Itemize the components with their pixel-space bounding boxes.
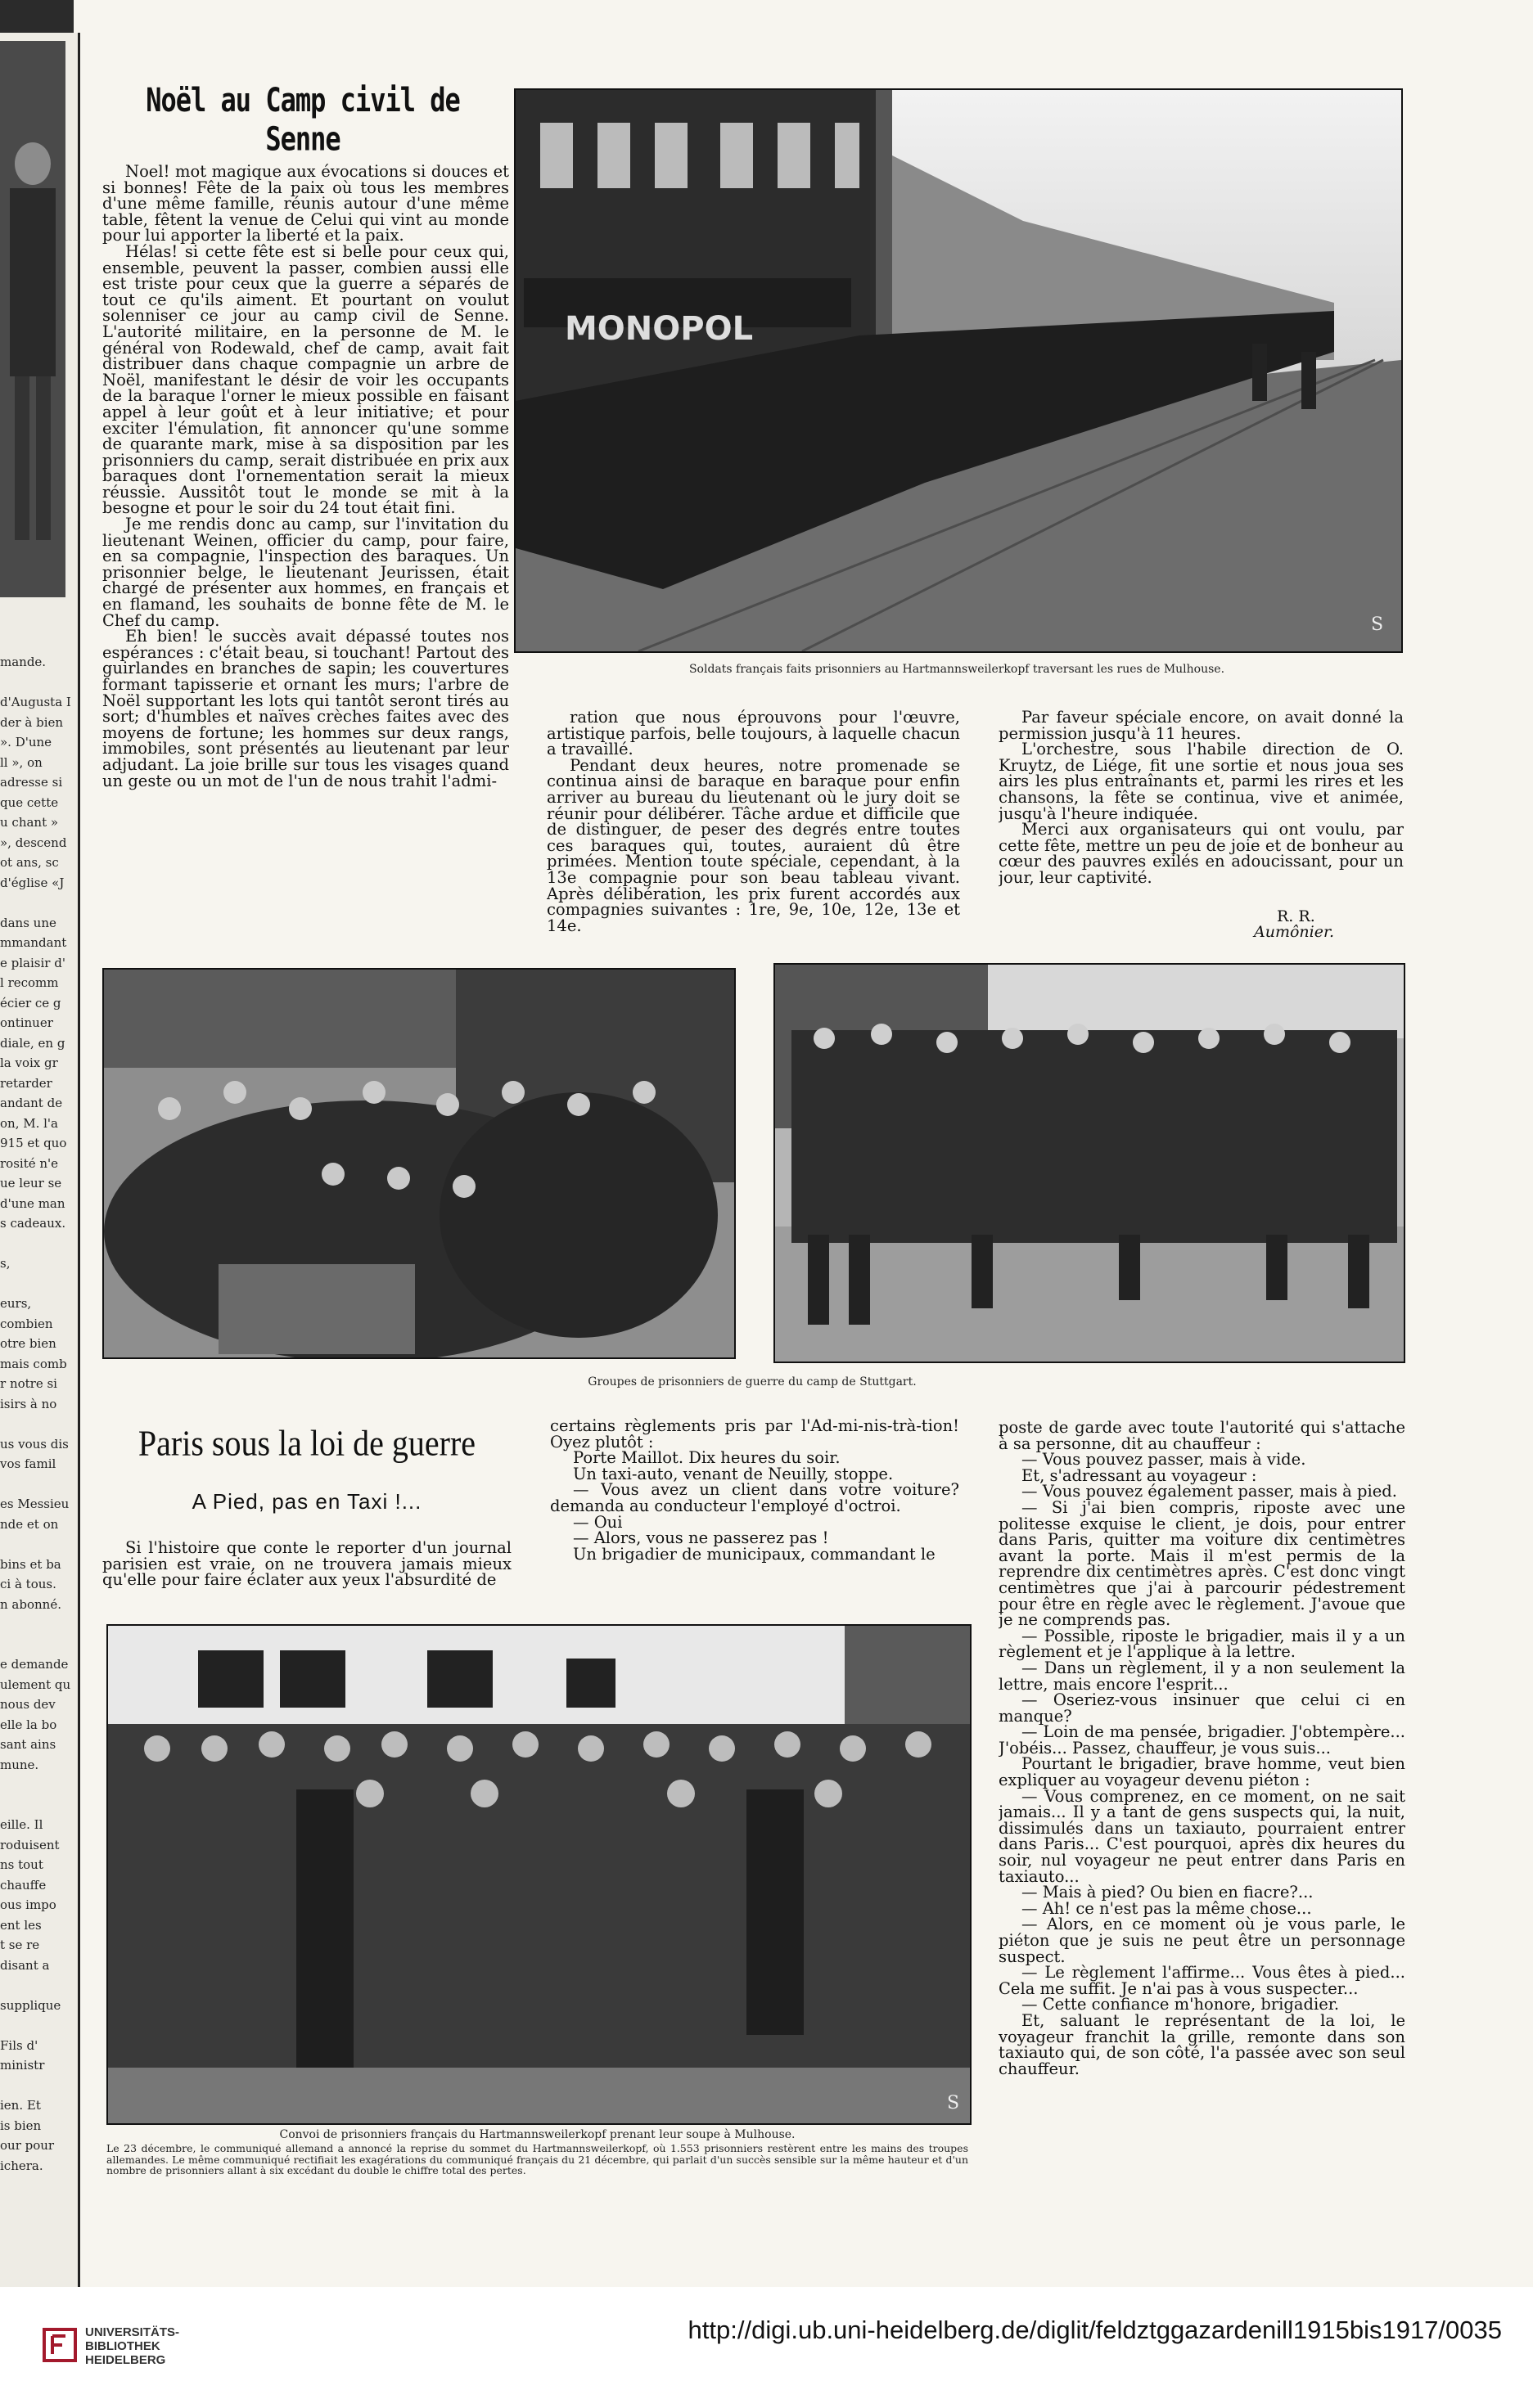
article2-col3-paragraph: — Mais à pied? Ou bien en fiacre?... xyxy=(1021,1883,1314,1902)
article2-col3-paragraph: — Dans un règlement, il y a non seulement la lettre, mais encore l'esprit... xyxy=(999,1658,1405,1694)
adjacent-page-line: ent les xyxy=(0,1917,42,1933)
adjacent-page-line: s cadeaux. xyxy=(0,1216,66,1231)
adjacent-page-line: es Messieu xyxy=(0,1497,70,1511)
adjacent-page-line: d'une man xyxy=(0,1195,65,1211)
adjacent-page-line: diale, en g xyxy=(0,1035,65,1051)
adjacent-page-line: d'Augusta I xyxy=(0,695,71,709)
article2-column1 xyxy=(102,1540,512,1605)
adjacent-page-line: supplique xyxy=(0,1997,61,2013)
adjacent-page-line: ontinuer xyxy=(0,1015,53,1030)
adjacent-page-line: bins et ba xyxy=(0,1556,61,1572)
article2-col3-paragraph: — Oseriez-vous insinuer que celui ci en manque? xyxy=(999,1690,1405,1726)
adjacent-page-line: mais comb xyxy=(0,1356,67,1371)
adjacent-page-line: der à bien xyxy=(0,714,64,730)
adjacent-page-line: la voix gr xyxy=(0,1055,58,1070)
footer-bar xyxy=(0,2287,1533,2408)
article2-col2-paragraph: — Oui xyxy=(573,1512,623,1532)
adjacent-page-line: us vous dis xyxy=(0,1436,69,1452)
library-name-line2: BIBLIOTHEK xyxy=(85,2339,160,2353)
adjacent-page-line: adresse si xyxy=(0,775,63,790)
article1-col3-paragraph: Merci aux organisateurs qui ont voulu, par cette fête, mettre un peu de joie et de bonheur au cœur des pauvres exilés en adoucissant, pour un jour, leur captivité. xyxy=(999,820,1404,887)
adjacent-page-line: disant a xyxy=(0,1957,50,1973)
adjacent-page-line: ci à tous. xyxy=(0,1577,56,1591)
article1-title: Noël au Camp civil de Senne xyxy=(146,80,460,159)
article1-column3 xyxy=(999,709,1404,906)
article1-col1-paragraph: Noel! mot magique aux évocations si douces et si bonnes! Fête de la paix où tous les membres d'une même famille, réunis autour d'une même table, fêtent la venue de Celui qui vint au monde pour lui apporter la liberté et la paix. xyxy=(102,164,509,245)
adjacent-page-line: isirs à no xyxy=(0,1396,57,1411)
article2-subtitle: A Pied, pas en Taxi !... xyxy=(192,1489,422,1514)
signature-initials: R. R. xyxy=(1277,907,1315,925)
adjacent-page-line: ll », on xyxy=(0,754,43,770)
adjacent-page-line: nous dev xyxy=(0,1697,56,1712)
article2-col2-paragraph: Un brigadier de municipaux, commandant le xyxy=(573,1544,936,1564)
article2-col3-paragraph: — Vous pouvez passer, mais à vide. xyxy=(1021,1450,1306,1470)
adjacent-page-line: roduisent xyxy=(0,1837,60,1852)
adjacent-page-line: our pour xyxy=(0,2138,55,2153)
article2-col3-paragraph: — Le règlement l'affirme... Vous êtes à pied... Cela me suffit. Je n'ai pas à vous suspecter... xyxy=(999,1963,1405,1998)
adjacent-page-line: n abonné. xyxy=(0,1596,61,1612)
adjacent-page-line: écier ce g xyxy=(0,995,61,1010)
article1-column1 xyxy=(102,164,509,795)
adjacent-page-line: ministr xyxy=(0,2058,45,2073)
article2-col3-paragraph: poste de garde avec toute l'autorité qui s'attache à sa personne, dit au chauffeur : xyxy=(999,1420,1405,1453)
adjacent-page-line: retarder xyxy=(0,1075,52,1091)
article2-col3-paragraph: — Si j'ai bien compris, riposte avec une politesse exquise le client, je dois, pour entrer dans Paris, quitter ma voiture dix centimètres avant la porte. Mais il m'est permis de la reprendre dix centimètres après. C'est donc vingt centimètres que j'ai à parcourir pédestrement pour être en règle avec le règlement. J'avoue que je ne comprends pas. xyxy=(999,1497,1405,1630)
photo-caption-mulhouse: Soldats français faits prisonniers au Hartmannsweilerkopf traversant les rues de Mulhouse. xyxy=(688,663,1225,676)
article1-column2 xyxy=(547,709,960,938)
adjacent-page-line: dans une xyxy=(0,915,56,930)
adjacent-page-line: t se re xyxy=(0,1938,40,1952)
adjacent-page-line: e plaisir d' xyxy=(0,955,65,970)
adjacent-page-line: l recomm xyxy=(0,975,59,990)
shop-sign: MONOPOL xyxy=(565,310,754,348)
article2-col3-paragraph: — Vous pouvez également passer, mais à pied. xyxy=(1021,1482,1397,1501)
article2-col2-paragraph: certains règlements pris par l'Ad-mi-nis-trà-tion! Oyez plutôt : xyxy=(550,1418,959,1452)
adjacent-page-line: 915 et quo xyxy=(0,1136,67,1150)
photo-caption-stuttgart: Groupes de prisonniers de guerre du camp de Stuttgart. xyxy=(588,1375,917,1389)
adjacent-page-line: ns tout xyxy=(0,1857,43,1872)
adjacent-page-line: mune. xyxy=(0,1757,39,1772)
photo-mulhouse-street xyxy=(514,88,1403,653)
adjacent-page-line: eille. Il xyxy=(0,1817,43,1832)
adjacent-page-line: mande. xyxy=(0,655,47,669)
adjacent-page-line: ». D'une xyxy=(0,735,52,749)
adjacent-page-line: sant ains xyxy=(0,1737,56,1752)
article1-col1-paragraph: Eh bien! le succès avait dépassé toutes nos espérances : c'était beau, si touchant! Partout des guirlandes en branches de sapin; les couvertures formant tapisserie et ornant les murs; l'arbre de Noël supportant les lots qui tantôt seront tirés au sort; d'humbles et naïves crèches faites avec des moyens de fortune; les hommes sur deux rangs, immobiles, sont présentés au lieutenant par leur adjudant. La joie brille sur tous les visages quand un geste ou un mot de l'un de nous trahit l'admi- xyxy=(102,627,509,790)
article1-col2-paragraph: ration que nous éprouvons pour l'œuvre, artistique parfois, belle toujours, à laquelle chacun a travaillé. xyxy=(547,709,960,759)
adjacent-page-line: ulement qu xyxy=(0,1677,71,1692)
article2-col3-paragraph: — Cette confiance m'honore, brigadier. xyxy=(1021,1995,1340,2014)
adjacent-page-line: vos famil xyxy=(0,1456,56,1471)
adjacent-page-line: eurs, xyxy=(0,1296,32,1311)
library-name-line1: UNIVERSITÄTS- xyxy=(85,2325,180,2339)
adjacent-page-line: mmandant xyxy=(0,935,67,950)
adjacent-page-line: rosité n'e xyxy=(0,1155,59,1171)
article2-col3-paragraph: Pourtant le brigadier, brave homme, veut bien expliquer au voyageur devenu piéton : xyxy=(999,1754,1405,1790)
article2-col3-paragraph: — Possible, riposte le brigadier, mais il y a un règlement et je l'applique à la lettre. xyxy=(999,1626,1405,1662)
article2-title: Paris sous la loi de guerre xyxy=(138,1422,476,1464)
adjacent-page-line: u chant » xyxy=(0,815,59,830)
adjacent-page-line: chauffe xyxy=(0,1877,47,1893)
photo-caption-soup-text: Le 23 décembre, le communiqué allemand a annoncé la reprise du sommet du Hartmannsweilerkopf, où 1.553 prisonniers restèrent entre les mains des troupes allemandes. Le même communiqué rectifiait les exagérations du communiqué français du 21 décembre, qui parlait d'un succès sensible sur la même hauteur et d'un nombre de prisonniers allant à six excédant du double le chiffre total des pertes. xyxy=(106,2142,968,2176)
adjacent-page-line: r notre si xyxy=(0,1376,57,1391)
article2-col3-paragraph: Et, saluant le représentant de la loi, le voyageur franchit la grille, remonte dans son taxiauto qui, de son côté, l'a passée avec son seul chauffeur. xyxy=(999,2010,1405,2078)
adjacent-page-line: », descend xyxy=(0,835,67,850)
adjacent-page-line: andant de xyxy=(0,1096,63,1110)
article2-col3-paragraph: — Loin de ma pensée, brigadier. J'obtempère... J'obéis... Passez, chauffeur, je vous suis... xyxy=(999,1722,1405,1758)
photo-mark-bottom: S xyxy=(947,2093,960,2113)
adjacent-page-line: on, M. l'a xyxy=(0,1115,58,1131)
article1-col1-paragraph: Je me rendis donc au camp, sur l'invitation du lieutenant Weinen, officier du camp, pour faire, en sa compagnie, l'inspection des baraques. Un prisonnier belge, le lieutenant Jeurissen, était chargé de présenter aux hommes, en français et en flamand, les souhaits de bonne fête de M. le Chef du camp. xyxy=(102,515,509,630)
article2-column3 xyxy=(999,1420,1405,2197)
article2-col3-paragraph: Et, s'adressant au voyageur : xyxy=(1021,1465,1257,1485)
adjacent-page-line: que cette xyxy=(0,794,59,810)
photo-stuttgart-left xyxy=(102,968,736,1359)
library-name xyxy=(85,2325,179,2367)
article2-col2-paragraph: Un taxi-auto, venant de Neuilly, stoppe. xyxy=(573,1464,894,1483)
signature-role: Aumônier. xyxy=(1254,923,1335,941)
library-name-line3: HEIDELBERG xyxy=(85,2353,166,2367)
article2-col1-paragraph: Si l'histoire que conte le reporter d'un journal parisien est vraie, on ne trouvera jamais mieux qu'elle pour faire éclater aux yeux l'absurdité de xyxy=(102,1540,512,1590)
article2-col3-paragraph: — Vous comprenez, en ce moment, on ne sait jamais... Il y a tant de gens suspects qui, la nuit, dissimulés dans un taxiauto, pourraient entrer dans Paris... C'est pourquoi, après dix heures du soir, nul voyageur ne peut entrer dans Paris en taxiauto... xyxy=(999,1786,1405,1886)
article2-col3-paragraph: — Ah! ce n'est pas la même chose... xyxy=(1021,1898,1312,1918)
adjacent-page-line: s, xyxy=(0,1256,11,1271)
adjacent-page-line: is bien xyxy=(0,2118,42,2133)
photo-mark-top: S xyxy=(1371,614,1384,635)
adjacent-page-line: ue leur se xyxy=(0,1176,62,1190)
adjacent-page-line: ot ans, sc xyxy=(0,855,59,870)
adjacent-page-line: ichera. xyxy=(0,2158,43,2173)
article1-col3-paragraph: L'orchestre, sous l'habile direction de O. Kruytz, de Liége, fit une sortie et nous joua ses airs les plus entraînants et, parmi les rires et les chansons, la fête se continua, vive et animée, jusqu'à l'heure indiquée. xyxy=(999,740,1404,823)
adjacent-page-line: d'église «J xyxy=(0,875,65,890)
article1-col3-paragraph: Par faveur spéciale encore, on avait donné la permission jusqu'à 11 heures. xyxy=(999,709,1404,743)
adjacent-page-line: elle la bo xyxy=(0,1717,57,1732)
article2-col3-paragraph: — Alors, en ce moment où je vous parle, le piéton que je suis ne peut être un personnage suspect. xyxy=(999,1915,1405,1966)
adjacent-page-line: ien. Et xyxy=(0,2098,41,2113)
adjacent-page-line: otre bien xyxy=(0,1336,56,1351)
source-url-link[interactable]: http://digi.ub.uni-heidelberg.de/diglit/feldztggazardenill1915bis1917/0035 xyxy=(688,2316,1502,2344)
library-logo-icon xyxy=(43,2328,77,2362)
adjacent-page-line: e demande xyxy=(0,1657,69,1672)
adjacent-page-photo xyxy=(0,41,65,597)
adjacent-page-edge xyxy=(0,33,80,2287)
adjacent-page-line: nde et on xyxy=(0,1516,59,1532)
article2-col2-paragraph: — Vous avez un client dans votre voiture? demanda au conducteur l'employé d'octroi. xyxy=(550,1480,959,1515)
article1-col1-paragraph: Hélas! si cette fête est si belle pour ceux qui, ensemble, peuvent la passer, combien aussi elle est triste pour ceux que la guerre a séparés de tout ce qu'ils aiment. Et pourtant on voulut solenniser ce jour au camp civil de Senne. L'autorité militaire, en la personne de M. le général von Rodewald, chef de camp, avait fait distribuer dans chaque compagnie un arbre de Noël, manifestant le désir de voir les occupants de la baraque l'orner le mieux possible en faisant appel à leur goût et à leur initiative; et pour exciter l'émulation, fit annoncer qu'une somme de quarante mark, mise à sa disposition par les prisonniers du camp, serait distribuée en prix aux baraques dont l'ornementation serait la mieux réussie. Aussitôt tout le monde se mit à la besogne et pour le soir du 24 tout était fini. xyxy=(102,241,509,518)
adjacent-page-line: Fils d' xyxy=(0,2037,38,2053)
article2-col2-paragraph: Porte Maillot. Dix heures du soir. xyxy=(573,1448,841,1468)
adjacent-page-line: ous impo xyxy=(0,1897,56,1912)
adjacent-page-line: combien xyxy=(0,1316,53,1331)
article2-col2-paragraph: — Alors, vous ne passerez pas ! xyxy=(573,1528,829,1548)
photo-stuttgart-right xyxy=(773,963,1405,1363)
article1-col2-paragraph: Pendant deux heures, notre promenade se continua ainsi de baraque en baraque pour enfin arriver au bureau du lieutenant où le jury doit se réunir pour délibérer. Tâche ardue et difficile que de distinguer, de peser des degrés entre toutes ces baraques qui, toutes, auraient dû être primées. Mention toute spéciale, cependant, à la 13e compagnie pour son beau tableau vivant. Après délibération, les prix furent accordés aux compagnies suivantes : 1re, 9e, 10e, 12e, 13e et 14e. xyxy=(547,755,960,935)
photo-caption-soup-title: Convoi de prisonniers français du Hartmannsweilerkopf prenant leur soupe à Mulhouse. xyxy=(279,2128,796,2141)
article2-column2 xyxy=(550,1418,959,1606)
photo-mulhouse-soup xyxy=(106,1624,972,2125)
